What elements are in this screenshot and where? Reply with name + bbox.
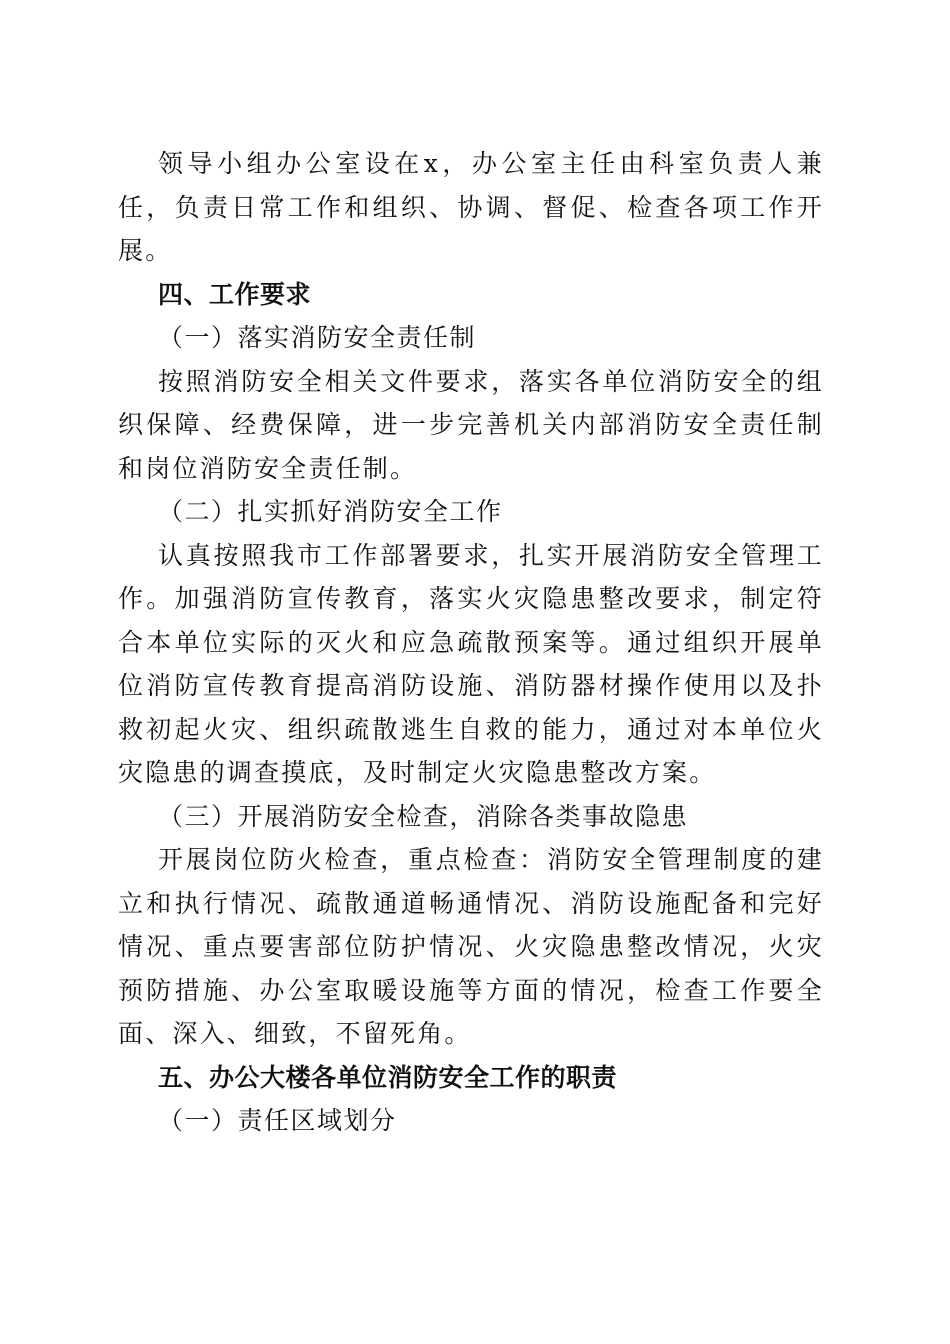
- paragraph-office-setup: 领导小组办公室设在x，办公室主任由科室负责人兼任，负责日常工作和组织、协调、督促、检查各项工作开展。: [118, 149, 824, 265]
- subheading-safety-inspection: （三）开展消防安全检查，消除各类事故隐患: [158, 801, 689, 831]
- document-body: [118, 142, 824, 1143]
- paragraph-safety-inspection: 开展岗位防火检查，重点检查：消防安全管理制度的建立和执行情况、疏散通道畅通情况、消防设施配备和完好情况、重点要害部位防护情况、火灾隐患整改情况，火灾预防措施、办公室取暖设施等方面的情况，检查工作要全面、深入、细致，不留死角。: [118, 845, 824, 1048]
- section-heading-work-requirements: 四、工作要求: [158, 279, 312, 309]
- subheading-safety-work: （二）扎实抓好消防安全工作: [158, 497, 503, 526]
- subheading-area-division: （一）责任区域划分: [158, 1106, 397, 1135]
- section-heading-unit-duties: 五、办公大楼各单位消防安全工作的职责: [158, 1062, 618, 1092]
- paragraph-safety-work: 认真按照我市工作部署要求，扎实开展消防安全管理工作。加强消防宣传教育，落实火灾隐患整改要求，制定符合本单位实际的灭火和应急疏散预案等。通过组织开展单位消防宣传教育提高消防设施、消防器材操作使用以及扑救初起火灾、组织疏散逃生自救的能力，通过对本单位火灾隐患的调查摸底，及时制定火灾隐患整改方案。: [118, 540, 824, 787]
- paragraph-responsibility-system: 按照消防安全相关文件要求，落实各单位消防安全的组织保障、经费保障，进一步完善机关内部消防安全责任制和岗位消防安全责任制。: [118, 366, 824, 483]
- subheading-responsibility-system: （一）落实消防安全责任制: [158, 323, 477, 352]
